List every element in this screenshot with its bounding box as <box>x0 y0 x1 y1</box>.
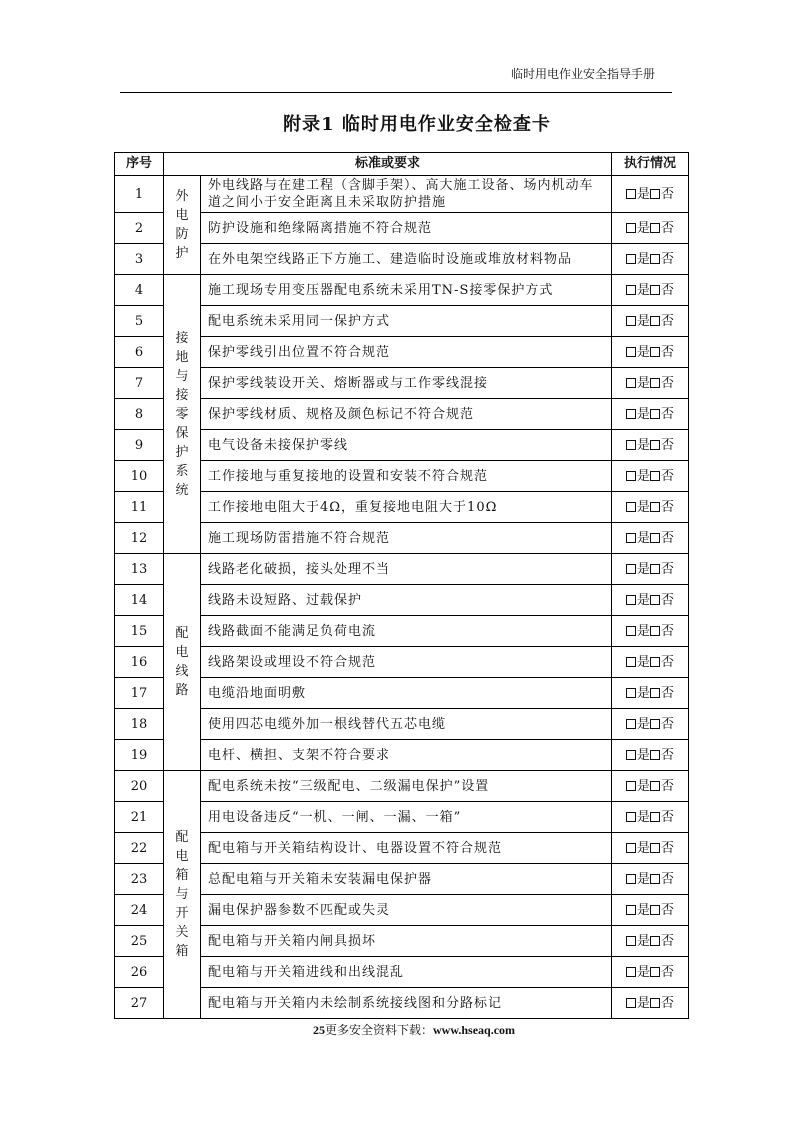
checkbox-yes-icon <box>626 471 636 481</box>
checkbox-no-icon <box>650 502 660 512</box>
check-table-body <box>115 176 689 1019</box>
status-no-label: 否 <box>661 186 675 202</box>
row-number: 27 <box>115 988 164 1019</box>
status-no-label: 否 <box>661 468 675 484</box>
row-number: 23 <box>115 864 164 895</box>
status-cell <box>612 585 689 616</box>
safety-check-table <box>114 152 689 1019</box>
row-number: 25 <box>115 926 164 957</box>
table-row <box>115 337 689 368</box>
row-number: 15 <box>115 616 164 647</box>
table-row <box>115 833 689 864</box>
status-cell <box>612 244 689 275</box>
status-no-label: 否 <box>661 995 675 1011</box>
page-footer <box>313 1022 515 1038</box>
checkbox-no-icon <box>650 347 660 357</box>
category-label: 配电箱与开关箱 <box>175 830 189 959</box>
status-no-label: 否 <box>661 933 675 949</box>
status-cell <box>612 988 689 1019</box>
table-row <box>115 709 689 740</box>
table-row <box>115 802 689 833</box>
checkbox-yes-icon <box>626 874 636 884</box>
status-no-label: 否 <box>661 220 675 236</box>
status-yes-label: 是 <box>637 530 651 546</box>
checkbox-yes-icon <box>626 688 636 698</box>
table-row <box>115 399 689 430</box>
status-cell <box>612 771 689 802</box>
table-row <box>115 926 689 957</box>
table-row <box>115 740 689 771</box>
status-no-label: 否 <box>661 871 675 887</box>
status-no-label: 否 <box>661 437 675 453</box>
checkbox-yes-icon <box>626 378 636 388</box>
status-cell <box>612 176 689 213</box>
row-number: 17 <box>115 678 164 709</box>
row-number: 26 <box>115 957 164 988</box>
status-yes-label: 是 <box>637 592 651 608</box>
requirement-text: 使用四芯电缆外加一根线替代五芯电缆 <box>201 709 612 740</box>
checkbox-yes-icon <box>626 967 636 977</box>
checkbox-yes-icon <box>626 750 636 760</box>
table-row <box>115 895 689 926</box>
requirement-text: 总配电箱与开关箱未安装漏电保护器 <box>201 864 612 895</box>
category-label: 配电线路 <box>175 626 189 698</box>
checkbox-no-icon <box>650 874 660 884</box>
status-yes-label: 是 <box>637 406 651 422</box>
status-cell <box>612 864 689 895</box>
checkbox-no-icon <box>650 967 660 977</box>
checkbox-yes-icon <box>626 189 636 199</box>
status-no-label: 否 <box>661 716 675 732</box>
checkbox-yes-icon <box>626 254 636 264</box>
status-cell <box>612 213 689 244</box>
requirement-text: 防护设施和绝缘隔离措施不符合规范 <box>201 213 612 244</box>
status-cell <box>612 647 689 678</box>
row-number: 2 <box>115 213 164 244</box>
row-number: 12 <box>115 523 164 554</box>
requirement-text: 配电箱与开关箱进线和出线混乱 <box>201 957 612 988</box>
status-no-label: 否 <box>661 778 675 794</box>
checkbox-yes-icon <box>626 564 636 574</box>
row-number: 9 <box>115 430 164 461</box>
status-cell <box>612 740 689 771</box>
row-number: 24 <box>115 895 164 926</box>
status-no-label: 否 <box>661 747 675 763</box>
requirement-text: 配电箱与开关箱内未绘制系统接线图和分路标记 <box>201 988 612 1019</box>
checkbox-yes-icon <box>626 285 636 295</box>
status-yes-label: 是 <box>637 282 651 298</box>
status-no-label: 否 <box>661 251 675 267</box>
checkbox-no-icon <box>650 254 660 264</box>
status-cell <box>612 306 689 337</box>
checkbox-no-icon <box>650 378 660 388</box>
checkbox-no-icon <box>650 998 660 1008</box>
table-row <box>115 523 689 554</box>
table-row <box>115 461 689 492</box>
row-number: 4 <box>115 275 164 306</box>
status-yes-label: 是 <box>637 437 651 453</box>
row-number: 8 <box>115 399 164 430</box>
category-cell <box>164 771 201 1019</box>
checkbox-yes-icon <box>626 657 636 667</box>
row-number: 1 <box>115 176 164 213</box>
status-yes-label: 是 <box>637 561 651 577</box>
status-cell <box>612 492 689 523</box>
row-number: 22 <box>115 833 164 864</box>
requirement-text: 用电设备违反“一机、一闸、一漏、一箱” <box>201 802 612 833</box>
table-row <box>115 176 689 213</box>
table-row <box>115 988 689 1019</box>
status-no-label: 否 <box>661 654 675 670</box>
checkbox-no-icon <box>650 843 660 853</box>
table-row <box>115 213 689 244</box>
footer-url: www.hseaq.com <box>433 1023 516 1037</box>
status-yes-label: 是 <box>637 840 651 856</box>
status-yes-label: 是 <box>637 778 651 794</box>
status-yes-label: 是 <box>637 933 651 949</box>
status-yes-label: 是 <box>637 251 651 267</box>
requirement-text: 施工现场专用变压器配电系统未采用TN-S接零保护方式 <box>201 275 612 306</box>
row-number: 6 <box>115 337 164 368</box>
requirement-text: 配电箱与开关箱内闸具损坏 <box>201 926 612 957</box>
status-cell <box>612 275 689 306</box>
header-status: 执行情况 <box>612 153 689 176</box>
category-cell <box>164 554 201 771</box>
status-cell <box>612 895 689 926</box>
table-header <box>115 153 689 176</box>
status-yes-label: 是 <box>637 902 651 918</box>
row-number: 5 <box>115 306 164 337</box>
status-no-label: 否 <box>661 530 675 546</box>
status-cell <box>612 461 689 492</box>
status-yes-label: 是 <box>637 344 651 360</box>
table-row <box>115 368 689 399</box>
checkbox-yes-icon <box>626 533 636 543</box>
status-yes-label: 是 <box>637 623 651 639</box>
status-yes-label: 是 <box>637 685 651 701</box>
checkbox-yes-icon <box>626 781 636 791</box>
checkbox-yes-icon <box>626 719 636 729</box>
checkbox-no-icon <box>650 564 660 574</box>
status-no-label: 否 <box>661 499 675 515</box>
checkbox-no-icon <box>650 189 660 199</box>
status-yes-label: 是 <box>637 220 651 236</box>
status-no-label: 否 <box>661 964 675 980</box>
page-number: 25 <box>313 1023 325 1037</box>
status-no-label: 否 <box>661 313 675 329</box>
status-yes-label: 是 <box>637 375 651 391</box>
status-cell <box>612 554 689 585</box>
checkbox-yes-icon <box>626 409 636 419</box>
header-divider <box>120 92 672 93</box>
table-row <box>115 244 689 275</box>
status-cell <box>612 709 689 740</box>
status-yes-label: 是 <box>637 747 651 763</box>
requirement-text: 电杆、横担、支架不符合要求 <box>201 740 612 771</box>
requirement-text: 保护零线材质、规格及颜色标记不符合规范 <box>201 399 612 430</box>
checkbox-no-icon <box>650 471 660 481</box>
checkbox-yes-icon <box>626 595 636 605</box>
category-cell <box>164 275 201 554</box>
status-yes-label: 是 <box>637 654 651 670</box>
row-number: 14 <box>115 585 164 616</box>
checkbox-no-icon <box>650 936 660 946</box>
row-number: 13 <box>115 554 164 585</box>
table-row <box>115 864 689 895</box>
header-requirement: 标准或要求 <box>164 153 612 176</box>
row-number: 16 <box>115 647 164 678</box>
status-cell <box>612 833 689 864</box>
row-number: 11 <box>115 492 164 523</box>
status-no-label: 否 <box>661 375 675 391</box>
status-no-label: 否 <box>661 809 675 825</box>
checkbox-no-icon <box>650 626 660 636</box>
status-cell <box>612 802 689 833</box>
requirement-text: 漏电保护器参数不匹配或失灵 <box>201 895 612 926</box>
status-yes-label: 是 <box>637 964 651 980</box>
checkbox-no-icon <box>650 812 660 822</box>
status-cell <box>612 926 689 957</box>
checkbox-no-icon <box>650 657 660 667</box>
requirement-text: 保护零线装设开关、熔断器或与工作零线混接 <box>201 368 612 399</box>
status-no-label: 否 <box>661 840 675 856</box>
status-yes-label: 是 <box>637 186 651 202</box>
status-cell <box>612 678 689 709</box>
requirement-text: 配电系统未采用同一保护方式 <box>201 306 612 337</box>
requirement-text: 施工现场防雷措施不符合规范 <box>201 523 612 554</box>
table-row <box>115 554 689 585</box>
checkbox-yes-icon <box>626 905 636 915</box>
checkbox-no-icon <box>650 285 660 295</box>
requirement-text: 线路截面不能满足负荷电流 <box>201 616 612 647</box>
requirement-text: 线路架设或埋设不符合规范 <box>201 647 612 678</box>
checkbox-yes-icon <box>626 998 636 1008</box>
table-row <box>115 678 689 709</box>
status-yes-label: 是 <box>637 716 651 732</box>
status-cell <box>612 399 689 430</box>
checkbox-no-icon <box>650 719 660 729</box>
table-row <box>115 275 689 306</box>
status-cell <box>612 957 689 988</box>
table-header-row <box>115 153 689 176</box>
row-number: 18 <box>115 709 164 740</box>
status-cell <box>612 337 689 368</box>
status-no-label: 否 <box>661 344 675 360</box>
row-number: 19 <box>115 740 164 771</box>
requirement-text: 线路老化破损，接头处理不当 <box>201 554 612 585</box>
checkbox-yes-icon <box>626 626 636 636</box>
table-row <box>115 771 689 802</box>
requirement-text: 电缆沿地面明敷 <box>201 678 612 709</box>
table-row <box>115 647 689 678</box>
checkbox-no-icon <box>650 223 660 233</box>
status-yes-label: 是 <box>637 995 651 1011</box>
requirement-text: 配电箱与开关箱结构设计、电器设置不符合规范 <box>201 833 612 864</box>
checkbox-yes-icon <box>626 936 636 946</box>
checkbox-no-icon <box>650 316 660 326</box>
row-number: 21 <box>115 802 164 833</box>
checkbox-no-icon <box>650 595 660 605</box>
checkbox-no-icon <box>650 440 660 450</box>
table-row <box>115 306 689 337</box>
table-row <box>115 957 689 988</box>
status-cell <box>612 368 689 399</box>
status-no-label: 否 <box>661 561 675 577</box>
checkbox-yes-icon <box>626 316 636 326</box>
category-cell <box>164 176 201 275</box>
checkbox-yes-icon <box>626 440 636 450</box>
status-cell <box>612 430 689 461</box>
requirement-text: 电气设备未接保护零线 <box>201 430 612 461</box>
checkbox-yes-icon <box>626 843 636 853</box>
status-yes-label: 是 <box>637 871 651 887</box>
checkbox-no-icon <box>650 533 660 543</box>
status-cell <box>612 616 689 647</box>
table-row <box>115 585 689 616</box>
status-yes-label: 是 <box>637 499 651 515</box>
category-label: 外电防护 <box>175 189 189 261</box>
status-no-label: 否 <box>661 592 675 608</box>
checkbox-no-icon <box>650 409 660 419</box>
requirement-text: 配电系统未按“三级配电、二级漏电保护”设置 <box>201 771 612 802</box>
table-row <box>115 430 689 461</box>
status-no-label: 否 <box>661 623 675 639</box>
requirement-text: 外电线路与在建工程（含脚手架）、高大施工设备、场内机动车道之间小于安全距离且未采取防护措施 <box>201 176 612 213</box>
requirement-text: 在外电架空线路正下方施工、建造临时设施或堆放材料物品 <box>201 244 612 275</box>
status-no-label: 否 <box>661 406 675 422</box>
table-row <box>115 616 689 647</box>
status-no-label: 否 <box>661 685 675 701</box>
table-row <box>115 492 689 523</box>
row-number: 7 <box>115 368 164 399</box>
checkbox-no-icon <box>650 905 660 915</box>
footer-label: 更多安全资料下载： <box>325 1023 434 1037</box>
requirement-text: 工作接地电阻大于4Ω，重复接地电阻大于10Ω <box>201 492 612 523</box>
status-cell <box>612 523 689 554</box>
checkbox-no-icon <box>650 781 660 791</box>
checkbox-yes-icon <box>626 812 636 822</box>
page-title: 附录1 临时用电作业安全检查卡 <box>283 114 551 135</box>
checkbox-no-icon <box>650 688 660 698</box>
status-yes-label: 是 <box>637 313 651 329</box>
running-head: 临时用电作业安全指导手册 <box>510 67 655 81</box>
checkbox-yes-icon <box>626 223 636 233</box>
requirement-text: 线路未设短路、过载保护 <box>201 585 612 616</box>
requirement-text: 保护零线引出位置不符合规范 <box>201 337 612 368</box>
header-number: 序号 <box>115 153 164 176</box>
checkbox-yes-icon <box>626 502 636 512</box>
row-number: 10 <box>115 461 164 492</box>
checkbox-yes-icon <box>626 347 636 357</box>
checkbox-no-icon <box>650 750 660 760</box>
status-no-label: 否 <box>661 902 675 918</box>
category-label: 接地与接零保护系统 <box>175 330 189 498</box>
status-yes-label: 是 <box>637 809 651 825</box>
requirement-text: 工作接地与重复接地的设置和安装不符合规范 <box>201 461 612 492</box>
status-yes-label: 是 <box>637 468 651 484</box>
status-no-label: 否 <box>661 282 675 298</box>
row-number: 20 <box>115 771 164 802</box>
row-number: 3 <box>115 244 164 275</box>
